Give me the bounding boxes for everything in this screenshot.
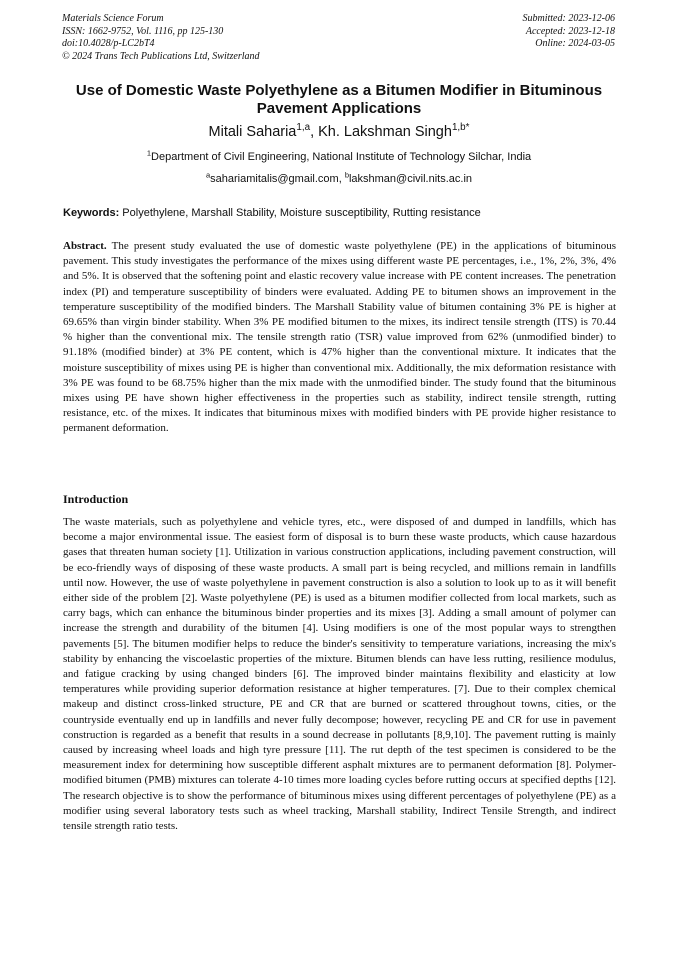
keywords-text: Polyethylene, Marshall Stability, Moisture susceptibility, Rutting resistance <box>119 207 481 219</box>
article-doi: doi:10.4028/p-LC2bT4 <box>62 38 155 50</box>
abstract-label: Abstract. <box>63 240 107 252</box>
journal-issn: ISSN: 1662-9752, Vol. 1116, pp 125-130 <box>62 25 224 37</box>
abstract-text: The present study evaluated the use of domestic waste polyethylene (PE) in the applications of bituminous pavement. This study investigates the performance of the mixes using different waste PE percentages, i.e., 1%, 2%, 3%, 4% and 5%. It is observed that the softening point and elastic recovery value increase with PE content increases. The penetration index (PI) and temperature susceptibility of binders were evaluated. Adding PE to bitumen shows an improvement in the temperature susceptibility of the modified binders. The Marshall Stability value of bitumen containing 3% PE is higher at 69.65% than virgin binder stability. When 3% PE modified bitumen to the mixes, its indirect tensile strength (ITS) is 70.44 % higher than the conventional mix. The tensile strength ratio (TSR) value improved from 62% (unmodified binder) to 91.18% (modified binder) at 3% PE content, which is 47% higher than the conventional mixture. It indicates that the moisture susceptibility of mixes using PE is higher than conventional mix. Additionally, the mix deformation resistance with 3% PE was found to be 68.75% higher than the mix made with the unmodified binder. The study found that the bituminous mixes using PE have shown higher effectiveness in the properties such as stability, indirect tensile strength, rutting resistance, etc. of the mixes. It indicates that bituminous mixes with modified binders with PE provide higher resistance to permanent deformation. <box>63 240 616 435</box>
online-date: Online: 2024-03-05 <box>535 38 615 50</box>
publication-dates <box>523 13 616 51</box>
journal-info <box>62 13 260 63</box>
author-1-affil-mark: 1,a <box>296 122 311 134</box>
email-a[interactable]: sahariamitalis@gmail.com <box>210 173 339 185</box>
email-separator: , <box>338 173 345 185</box>
copyright: © 2024 Trans Tech Publications Ltd, Switzerland <box>62 50 260 62</box>
author-emails <box>60 172 618 186</box>
keywords <box>63 206 618 220</box>
author-1-name: Mitali Saharia <box>208 124 297 140</box>
introduction-heading: Introduction <box>63 492 129 506</box>
affiliation-mark: 1 <box>146 148 152 158</box>
email-b-mark: b <box>344 170 349 180</box>
abstract <box>63 239 616 437</box>
submitted-date: Submitted: 2023-12-06 <box>522 13 615 24</box>
author-separator: , <box>310 124 319 140</box>
author-2-affil-mark: 1,b* <box>451 122 470 134</box>
paper-title: Use of Domestic Waste Polyethylene as a Bitumen Modifier in Bituminous Pavement Applications <box>75 82 603 117</box>
journal-name: Materials Science Forum <box>62 13 164 24</box>
email-b[interactable]: lakshman@civil.nits.ac.in <box>348 173 473 185</box>
keywords-label: Keywords: <box>63 207 120 219</box>
introduction-paragraph: The waste materials, such as polyethylene and vehicle tyres, etc., were disposed of and dumped in landfills, which has become a major environmental issue. The easiest form of disposal is to burn these waste products, which cause hazardous gases that threaten human society [1]. Utilization in various construction applications, including pavement construction, will be eco-friendly ways of disposing of these waste products. A small part is being recycled, and millions remain in landfills until now. However, the use of waste polyethylene in pavement construction is also a solution to look up to as it will benefit either side of the problem [2]. Waste polyethylene (PE) is used as a bitumen modifier collected from local markets, such as carry bags, which can enhance the bituminous binder properties and its mixes [3]. Adding a small amount of polymer can increase the strength and durability of the bitumen [4]. Using modifiers is one of the most popular ways to strengthen pavements [5]. The bitumen modifier helps to reduce the binder's sensitivity to temperature variations, increasing the mix's stability by enhancing the viscoelastic properties of the mixture. Bitumen blends can have less rutting, resilience modulus, and fatigue cracking by using changed binders [6]. The improved binder maintains flexibility and elasticity at low temperatures while providing superior deformation resistance at higher temperatures. [7]. Due to their complex chemical makeup and distinct cross-linked structure, PE and CR that are burned or scattered throughout towns, cities, or the countryside eventually end up in landfills and never fully decompose; however, recycling PE and CR for use in pavement construction is regarded as a benefit that results in a sound decrease in pollutants [8,9,10]. The pavement rutting is mainly caused by increasing wheel loads and high tyre pressure [11]. The rut depth of the test specimen is considered to be the measurement index for determining how susceptible different asphalt mixtures are to permanent deformation [8]. Polymer-modified bitumen (PMB) mixtures can tolerate 4-10 times more loading cycles before rutting occurs at specified depths [12]. The research objective is to show the performance of bituminous mixes using different percentages of polyethylene (PE) as a modifier using several laboratory tests such as wheel tracking, Marshall stability, Indirect Tensile Strength, and indirect tensile strength ratio tests. <box>63 516 616 833</box>
accepted-date: Accepted: 2023-12-18 <box>525 25 615 37</box>
author-2-name: Kh. Lakshman Singh <box>318 124 452 140</box>
author-list <box>60 123 618 141</box>
affiliation <box>60 150 618 164</box>
email-a-mark: a <box>205 170 211 180</box>
affiliation-text: Department of Civil Engineering, National Institute of Technology Silchar, India <box>151 151 532 163</box>
